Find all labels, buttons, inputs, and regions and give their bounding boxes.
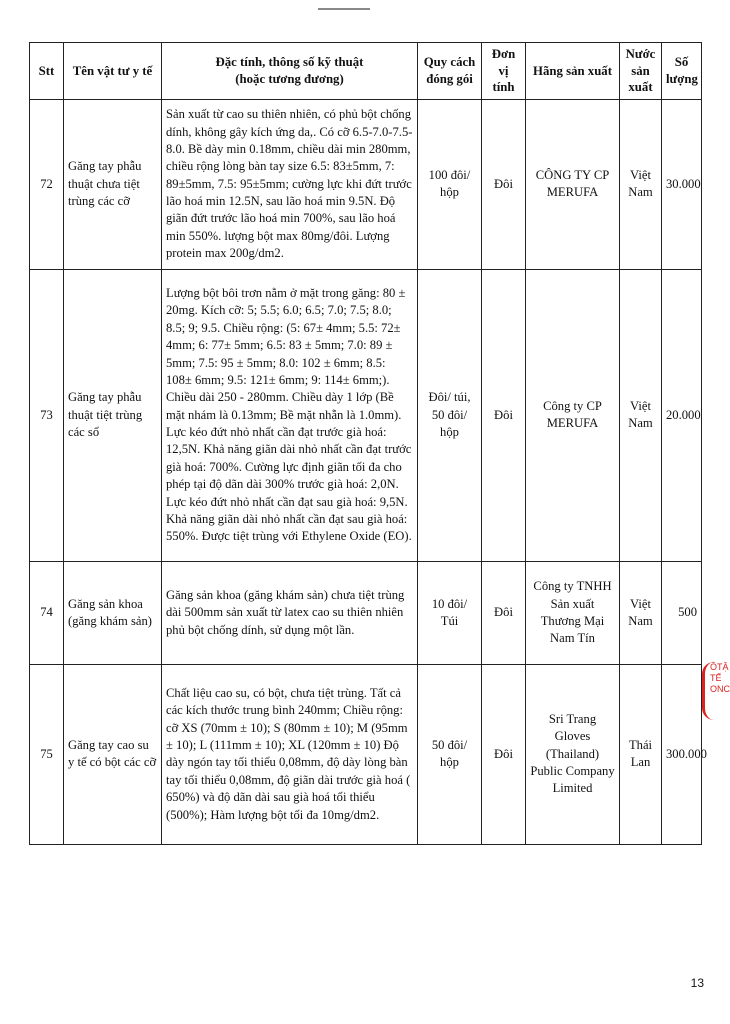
table-header-row [30, 43, 702, 100]
cell-manufacturer: Công ty CP MERUFA [526, 269, 620, 561]
stamp-text-line: TẾ [710, 673, 722, 683]
stamp-text-line: ÔTẬ [710, 662, 729, 672]
cell-manufacturer: CÔNG TY CP MERUFA [526, 99, 620, 269]
table-row [30, 269, 702, 561]
cell-stt: 72 [30, 99, 64, 269]
cell-name: Găng sản khoa (găng khám sản) [64, 561, 162, 664]
cell-country: Thái Lan [620, 664, 662, 844]
header-stt: Stt [30, 43, 64, 100]
cell-unit: Đôi [482, 99, 526, 269]
header-quantity: Số lượng [662, 43, 702, 100]
cell-spec: Chất liệu cao su, có bột, chưa tiệt trùng. Tất cả các kích thước trung bình 240mm; Chiều rộng: cỡ XS (70mm ± 10); S (80mm ± 10); M (95mm ± 10); L (111mm ± 10); XL (120mm ± 10) Độ dày ngón tay tối thiểu 0,08mm, độ dày lòng bàn tay tối thiểu 0,08mm, độ giãn dài trước già hoá ( 650%) và độ dãn dài sau già hoá tối thiểu (500%); Hàm lượng bột tối đa 10mg/dm2. [162, 664, 418, 844]
cell-quantity: 30.000 [662, 99, 702, 269]
stamp-text-line: ONC [710, 684, 730, 694]
cell-packaging: Đôi/ túi, 50 đôi/ hộp [418, 269, 482, 561]
header-manufacturer: Hãng sản xuất [526, 43, 620, 100]
cell-country: Việt Nam [620, 99, 662, 269]
page-number: 13 [690, 976, 704, 990]
cell-spec: Sản xuất từ cao su thiên nhiên, có phủ bột chống dính, không gây kích ứng da,. Có cỡ 6.5-7.0-7.5- 8.0. Bề dày min 0.18mm, chiều dài min 280mm, chiều rộng lòng bàn tay size 6.5: 83±5mm, 7: 89±5mm, 7.5: 95±5mm; cường lực khi đứt trước lão hoá min 12.5N, sau lão hoá min 9.5N. Độ giãn đứt trước lão hoá min 700%, sau lão hoá min 550%. lượng bột max 80mg/đôi. Lượng protein max 200g/dm2. [162, 99, 418, 269]
cell-packaging: 100 đôi/ hộp [418, 99, 482, 269]
header-country: Nước sản xuất [620, 43, 662, 100]
cell-stt: 75 [30, 664, 64, 844]
cell-country: Việt Nam [620, 561, 662, 664]
cell-spec: Găng sản khoa (găng khám sản) chưa tiệt trùng dài 500mm sản xuất từ latex cao su thiên nhiên phủ bột chống dính, sử dụng một lần. [162, 561, 418, 664]
cell-manufacturer: Sri Trang Gloves (Thailand) Public Company Limited [526, 664, 620, 844]
cell-packaging: 10 đôi/ Túi [418, 561, 482, 664]
header-spec: Đặc tính, thông số kỹ thuật (hoặc tương đương) [162, 43, 418, 100]
cell-unit: Đôi [482, 664, 526, 844]
header-mark [318, 8, 370, 10]
header-name: Tên vật tư y tế [64, 43, 162, 100]
cell-packaging: 50 đôi/ hộp [418, 664, 482, 844]
cell-name: Găng tay phẫu thuật tiệt trùng các số [64, 269, 162, 561]
supplies-table [29, 42, 707, 845]
cell-stt: 74 [30, 561, 64, 664]
header-packaging: Quy cách đóng gói [418, 43, 482, 100]
cell-unit: Đôi [482, 269, 526, 561]
table-row [30, 561, 702, 664]
cell-quantity: 300.000 [662, 664, 702, 844]
cell-quantity: 500 [662, 561, 702, 664]
cell-unit: Đôi [482, 561, 526, 664]
table-row [30, 664, 702, 844]
cell-manufacturer: Công ty TNHH Sản xuất Thương Mại Nam Tín [526, 561, 620, 664]
red-stamp-fragment [702, 662, 729, 720]
cell-stt: 73 [30, 269, 64, 561]
cell-quantity: 20.000 [662, 269, 702, 561]
cell-name: Găng tay phẫu thuật chưa tiệt trùng các cỡ [64, 99, 162, 269]
table-row [30, 99, 702, 269]
cell-country: Việt Nam [620, 269, 662, 561]
cell-spec: Lượng bột bôi trơn nằm ở mặt trong găng: 80 ± 20mg. Kích cỡ: 5; 5.5; 6.0; 6.5; 7.0; 7.5; 8.0; 8.5; 9; 9.5. Chiều rộng: (5: 67± 4mm; 5.5: 72± 4mm; 6: 77± 5mm; 6.5: 83 ± 5mm; 7.0: 89 ± 5mm; 7.5: 95 ± 5mm; 8.0: 102 ± 6mm; 8.5: 108± 6mm; 9.5: 121± 6mm; 9: 114± 6mm;). Chiều dài 250 - 280mm. Chiều dày 1 lớp (Bề mặt nhám là 0.13mm; Bề mặt nhẵn là 1.0mm). Lực kéo đứt nhỏ nhất cần đạt trước già hoá: 12,5N. Khả năng giãn dài nhỏ nhất cần đạt trước già hoá: 700%. Cường lực định giãn tối đa cho phép tại độ dãn dài 300% trước già hoá: 2,0N. Lực kéo đứt nhỏ nhất cần đạt sau già hoá: 9,5N. Khả năng giãn dài nhỏ nhất cần đạt sau già hoá: 550%. Được tiệt trùng với Ethylene Oxide (EO). [162, 269, 418, 561]
header-unit: Đơn vị tính [482, 43, 526, 100]
cell-name: Găng tay cao su y tế có bột các cỡ [64, 664, 162, 844]
